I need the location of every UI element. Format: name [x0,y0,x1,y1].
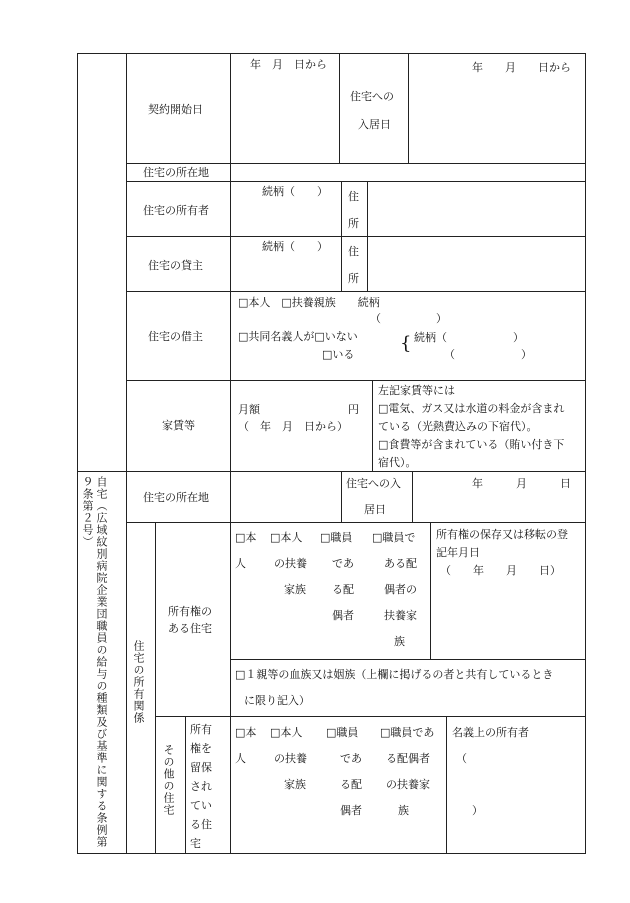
owner-address-label-2: 所 [348,217,359,230]
lender-label: 住宅の貸主 [148,259,203,272]
ownership-relation-label: 住宅の所有関係 [132,640,145,724]
owned-opt-spouse-2: であ [332,557,354,570]
retain-opt-self-1[interactable]: □本 [235,726,257,739]
nominal-owner-open[interactable]: （ [456,752,467,765]
borrower-line2: （ ） [370,312,447,325]
owned-opt-spouse-dep-1[interactable]: □職員で [372,531,416,544]
movein-label-line2: 入居日 [358,118,391,131]
owned-home-label-1: 所有権の [168,605,212,618]
retain-opt-spouse-dep-3: の扶養家 [386,778,430,791]
movein-label-line1: 住宅への [350,90,394,103]
retain-opt-dependent-2: の扶養 [274,752,307,765]
co-owner-relation-a[interactable]: 続柄（ ） [414,331,524,344]
owned-opt-dependent-3: 家族 [284,583,306,596]
owned-opt-self-2: 人 [235,557,246,570]
retain-opt-spouse-3: る配 [340,778,362,791]
retain-opt-self-2: 人 [235,752,246,765]
relative-option-line1[interactable]: □１親等の血族又は姻族（上欄に掲げるの者と共有しているとき [235,668,554,681]
nominal-owner-label: 名義上の所有者 [452,726,529,739]
contract-start-value[interactable]: 年 月 日から [250,58,327,71]
retain-opt-spouse-dep-1[interactable]: □職員であ [380,726,435,739]
retain-opt-dependent-3: 家族 [284,778,306,791]
lender-address-label-1: 住 [348,245,359,258]
retain-opt-spouse-dep-2: る配偶者 [386,752,430,765]
registry-label-2: 記年月日 [436,546,480,559]
rent-note-4[interactable]: □食費等が含まれている（賄い付き下 [378,438,565,451]
rent-monthly[interactable]: 月額 円 [238,403,359,416]
registry-label-1: 所有権の保存又は移転の登 [436,528,568,541]
owned-opt-spouse-3: る配 [332,583,354,596]
own-home-movein-value[interactable]: 年 月 日 [472,477,571,490]
owned-opt-spouse-dep-2: ある配 [384,557,417,570]
brace-icon: { [400,333,412,354]
relative-option-line2: に限り記入） [244,694,310,707]
nominal-owner-close: ） [472,804,483,817]
owned-opt-dependent-1[interactable]: □本人 [270,531,303,544]
rent-note-1: 左記家賃等には [378,384,455,397]
retain-opt-spouse-4: 偶者 [340,804,362,817]
own-home-side-label: 自宅（広域紋別病院企業団職員の給与の種類及び基準に関する条例第９条第２号） [81,476,108,848]
registry-date-value[interactable]: （ 年 月 日） [440,564,561,577]
borrower-line1[interactable]: □本人 □扶養親族 続柄 [238,296,380,309]
rent-label: 家賃等 [162,419,195,432]
own-home-movein-label-1: 住宅への入 [346,477,401,490]
lender-address-label-2: 所 [348,272,359,285]
owned-opt-spouse-1[interactable]: □職員 [320,531,353,544]
retain-opt-spouse-2: であ [340,752,362,765]
owned-home-label-2: ある住宅 [168,622,212,635]
owned-opt-spouse-dep-3: 偶者の [384,583,417,596]
owner-label: 住宅の所有者 [143,204,209,217]
co-owner-relation-b[interactable]: （ ） [444,348,532,361]
owner-address-label-1: 住 [348,190,359,203]
rent-note-2[interactable]: □電気、ガス又は水道の料金が含まれ [378,402,565,415]
borrower-label: 住宅の借主 [148,330,203,343]
own-home-movein-label-2: 居日 [364,503,386,516]
rent-from-date[interactable]: （ 年 月 日から） [238,420,348,433]
other-home-label: その他の住宅 [162,744,175,816]
retain-opt-spouse-dep-4: 族 [398,804,409,817]
retained-ownership-label: 所有権を留保されている住宅 [190,723,212,850]
co-owner-none-option[interactable]: □共同名義人が□いない [238,330,358,343]
movein-date-value[interactable]: 年 月 日から [472,61,571,74]
owned-opt-self-1[interactable]: □本 [235,531,257,544]
rent-note-5: 宿代）。 [378,456,417,469]
owned-opt-spouse-dep-4: 扶養家 [384,609,417,622]
co-owner-exists-option[interactable]: □いる [322,348,355,361]
owner-relation[interactable]: 続柄（ ） [262,185,328,198]
contract-start-label: 契約開始日 [148,103,203,116]
rent-note-3: ている（光熱費込みの下宿代）。 [378,420,538,433]
retain-opt-dependent-1[interactable]: □本人 [270,726,303,739]
owned-opt-dependent-2: の扶養 [274,557,307,570]
own-home-location-label: 住宅の所在地 [143,491,209,504]
lender-relation[interactable]: 続柄（ ） [262,240,328,253]
location-label: 住宅の所在地 [143,166,209,179]
owned-opt-spouse-dep-5: 族 [394,635,405,648]
owned-opt-spouse-4: 偶者 [332,609,354,622]
retain-opt-spouse-1[interactable]: □職員 [326,726,359,739]
